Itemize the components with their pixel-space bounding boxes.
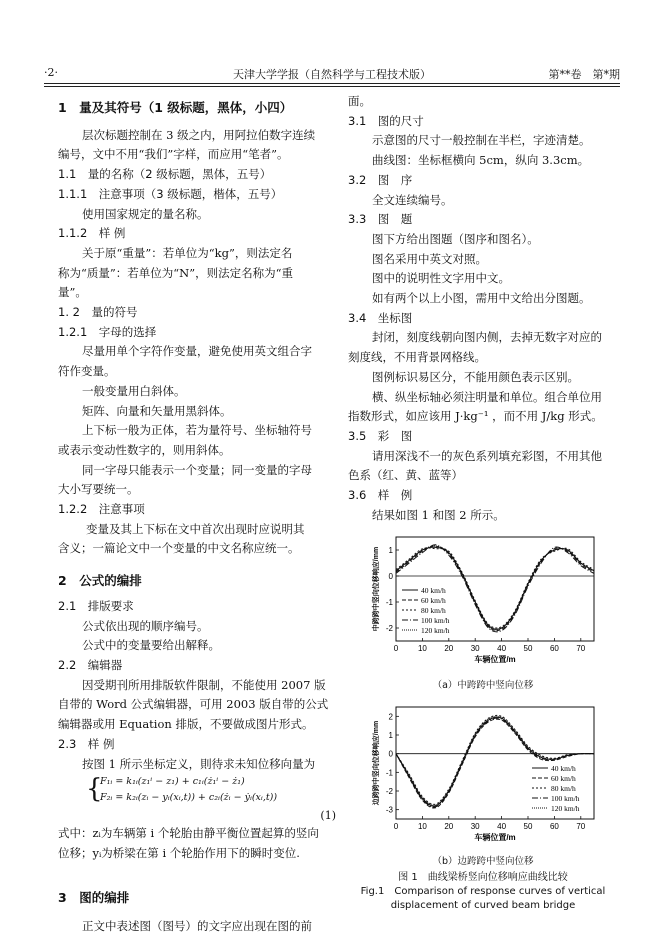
y-axis-label: 中跨跨中竖向位移响应/mm: [373, 547, 380, 632]
section-1-title: 1 量及其符号（1 级标题，黑体，小四）: [58, 100, 293, 115]
paragraph: 指数形式，如应该用 J·kg⁻¹ ，而不用 J/kg 形式。: [348, 409, 603, 424]
figure-caption-cn: 图 1 曲线梁桥竖向位移响应曲线比较: [398, 872, 568, 884]
legend-entry: 60 km/h: [421, 596, 446, 606]
volume-issue: 第**卷 第*期: [548, 68, 620, 81]
figure-1a: [348, 533, 618, 673]
paragraph: 量”。: [58, 285, 87, 300]
x-axis-label: 车辆位置/m: [474, 833, 516, 843]
chart-a: [348, 533, 618, 673]
x-tick-label: 0: [393, 822, 399, 832]
paragraph: 色系（红、黄、蓝等）: [348, 468, 463, 483]
header-rule: [44, 83, 620, 84]
x-axis-label: 车辆位置/m: [474, 655, 516, 665]
equation-line-2: F₂ᵢ = k₂ᵢ(zᵢ − yᵢ(xᵢ,t)) + c₂ᵢ(żᵢ − ẏᵢ(xᵢ,t)): [100, 792, 278, 804]
y-tick-label: 0: [388, 750, 393, 760]
paragraph: 图名采用中英文对照。: [372, 251, 487, 266]
paragraph: 图中的说明性文字用中文。: [372, 271, 510, 286]
section-3-6-title: 3.6 样 例: [348, 488, 413, 503]
paragraph: 一般变量用白斜体。: [82, 383, 186, 398]
x-tick-label: 40: [497, 644, 507, 654]
paragraph: 尽量用单个字符作变量，避免使用英文组合字: [82, 344, 312, 359]
section-1-1-1-title: 1.1.1 注意事项（3 级标题，楷体，五号）: [58, 186, 283, 201]
paragraph: 式中：zᵢ为车辆第 i 个轮胎由静平衡位置起算的竖向: [58, 826, 319, 841]
paragraph: 请用深浅不一的灰色系列填充彩图，不用其他: [372, 448, 602, 463]
paragraph: 公式中的变量要给出解释。: [82, 638, 220, 653]
section-1-1-title: 1.1 量的名称（2 级标题，黑体，五号）: [58, 167, 272, 182]
section-1-1-2-title: 1.1.2 样 例: [58, 226, 126, 241]
section-3-2-title: 3.2 图 序: [348, 172, 413, 187]
x-tick-label: 50: [523, 822, 533, 832]
paragraph: 矩阵、向量和矢量用黑斜体。: [82, 403, 232, 418]
legend-entry: 100 km/h: [421, 616, 450, 626]
legend-entry: 120 km/h: [421, 626, 450, 636]
paragraph: 正文中表述图（图号）的文字应出现在图的前: [82, 919, 312, 934]
section-2-1-title: 2.1 排版要求: [58, 598, 134, 613]
paragraph: 大小写要统一。: [58, 482, 139, 497]
section-3-3-title: 3.3 图 题: [348, 212, 413, 227]
x-tick-label: 10: [417, 644, 427, 654]
paragraph: 面。: [348, 94, 371, 108]
legend-entry: 40 km/h: [551, 764, 576, 774]
paragraph: 使用国家规定的量名称。: [82, 206, 209, 221]
section-3-title: 3 图的编排: [58, 889, 130, 905]
figure-1b: [348, 703, 618, 851]
x-tick-label: 70: [576, 822, 586, 832]
legend-entry: 80 km/h: [551, 784, 576, 794]
legend-entry: 80 km/h: [421, 606, 446, 616]
x-tick-label: 30: [470, 822, 480, 832]
y-tick-label: -1: [385, 598, 393, 608]
paragraph: 自带的 Word 公式编辑器，可用 2003 版自带的公式: [58, 697, 329, 712]
figure-caption-en-1: Fig.1 Comparison of response curves of vertical: [360, 886, 606, 898]
section-3-5-title: 3.5 彩 图: [348, 428, 413, 443]
section-3-1-title: 3.1 图的尺寸: [348, 113, 424, 128]
paragraph: 刻度线，不用背景网格线。: [348, 350, 486, 365]
paragraph: 层次标题控制在 3 级之内，用阿拉伯数字连续: [82, 127, 316, 142]
x-tick-label: 20: [444, 644, 454, 654]
equation-1: [86, 774, 336, 808]
y-tick-label: -2: [385, 624, 393, 634]
y-axis-label: 边跨跨中竖向位移响应/mm: [373, 721, 380, 806]
paragraph: 或表示变动性数字的，则用斜体。: [58, 442, 231, 457]
x-tick-label: 70: [576, 644, 586, 654]
y-tick-label: 2: [388, 712, 393, 722]
paragraph: 变量及其上下标在文中首次出现时应说明其: [86, 521, 305, 536]
legend-entry: 120 km/h: [551, 804, 580, 814]
paragraph: 按图 1 所示坐标定义，則待求未知位移向量为: [82, 756, 316, 771]
equation-number: (1): [320, 809, 336, 823]
running-header: [44, 62, 620, 82]
y-tick-label: 1: [388, 546, 393, 556]
paragraph: 编号，文中不用“我们”字样，而应用“笔者”。: [58, 147, 289, 162]
y-tick-label: -1: [385, 768, 393, 778]
section-1-2-1-title: 1.2.1 字母的选择: [58, 324, 157, 339]
x-tick-label: 60: [549, 644, 559, 654]
section-3-4-title: 3.4 坐标图: [348, 310, 413, 325]
paragraph: 同一字母只能表示一个变量；同一变量的字母: [82, 462, 312, 477]
brace: {: [86, 774, 103, 805]
paragraph: 关于原“重量”：若单位为“kg”，则法定名: [82, 245, 293, 260]
left-column: [58, 92, 336, 937]
section-2-2-title: 2.2 编辑器: [58, 657, 123, 672]
legend-entry: 40 km/h: [421, 586, 446, 596]
section-2-3-title: 2.3 样 例: [58, 736, 115, 751]
chart-b: [348, 703, 618, 851]
paragraph: 全文连续编号。: [372, 192, 453, 207]
x-tick-label: 0: [393, 644, 399, 654]
paragraph: 曲线图：坐标框横向 5cm，纵向 3.3cm。: [372, 153, 590, 168]
section-2-title: 2 公式的编排: [58, 573, 142, 589]
y-tick-label: 0: [388, 572, 393, 582]
paragraph: 符作变量。: [58, 364, 116, 379]
header-rule-2: [44, 86, 620, 87]
legend-entry: 100 km/h: [551, 794, 580, 804]
page-number: ·2·: [44, 66, 58, 79]
y-tick-label: 1: [388, 731, 393, 741]
paragraph: 如有两个以上小图，需用中文给出分图题。: [372, 291, 591, 306]
paragraph: 因受期刊所用排版软件限制，不能使用 2007 版: [82, 677, 326, 692]
section-1-2-2-title: 1.2.2 注意事项: [58, 502, 145, 517]
x-tick-label: 50: [523, 644, 533, 654]
x-tick-label: 40: [497, 822, 507, 832]
paragraph: 示意图的尺寸一般控制在半栏，字迹清楚。: [372, 133, 591, 148]
x-tick-label: 20: [444, 822, 454, 832]
right-column: [348, 92, 618, 913]
paragraph: 编辑器或用 Equation 排版，不要做成图片形式。: [58, 717, 314, 732]
x-tick-label: 10: [417, 822, 427, 832]
figure-caption-en-2: displacement of curved beam bridge: [390, 900, 576, 912]
subcaption-a: （a）中跨跨中竖向位移: [432, 680, 534, 692]
paragraph: 图下方给出图题（图序和图名）。: [372, 231, 539, 246]
paragraph: 结果如图 1 和图 2 所示。: [372, 507, 505, 522]
equation-line-1: F₁ᵢ = k₁ᵢ(z₁ⁱ − z₁) + c₁ᵢ(ż₁ⁱ − ż₁): [100, 776, 245, 788]
y-tick-label: -3: [385, 806, 393, 816]
paragraph: 位移；yᵢ为桥梁在第 i 个轮胎作用下的瞬时变位.: [58, 845, 300, 860]
paragraph: 封闭，刻度线朝向图内侧，去掉无数字对应的: [372, 330, 602, 345]
y-tick-label: -2: [385, 787, 393, 797]
x-tick-label: 60: [549, 822, 559, 832]
paragraph: 上下标一般为正体，若为量符号、坐标轴符号: [82, 423, 312, 438]
paragraph: 横、纵坐标轴必须注明量和单位。组合单位用: [372, 389, 602, 404]
subcaption-b: （b）边跨跨中竖向位移: [432, 856, 534, 868]
legend-entry: 60 km/h: [551, 774, 576, 784]
section-1-2-title: 1. 2 量的符号: [58, 305, 138, 320]
paragraph: 图例标识易区分，不能用颜色表示区别。: [372, 369, 579, 384]
journal-name: 天津大学学报（自然科学与工程技术版）: [233, 68, 431, 81]
paragraph: 称为“质量”：若单位为“N”，则法定名称为“重: [58, 265, 293, 280]
x-tick-label: 30: [470, 644, 480, 654]
paragraph: 公式依出现的顺序编号。: [82, 618, 209, 633]
paragraph: 含义；一篇论文中一个变量的中文名称应统一。: [58, 541, 300, 556]
